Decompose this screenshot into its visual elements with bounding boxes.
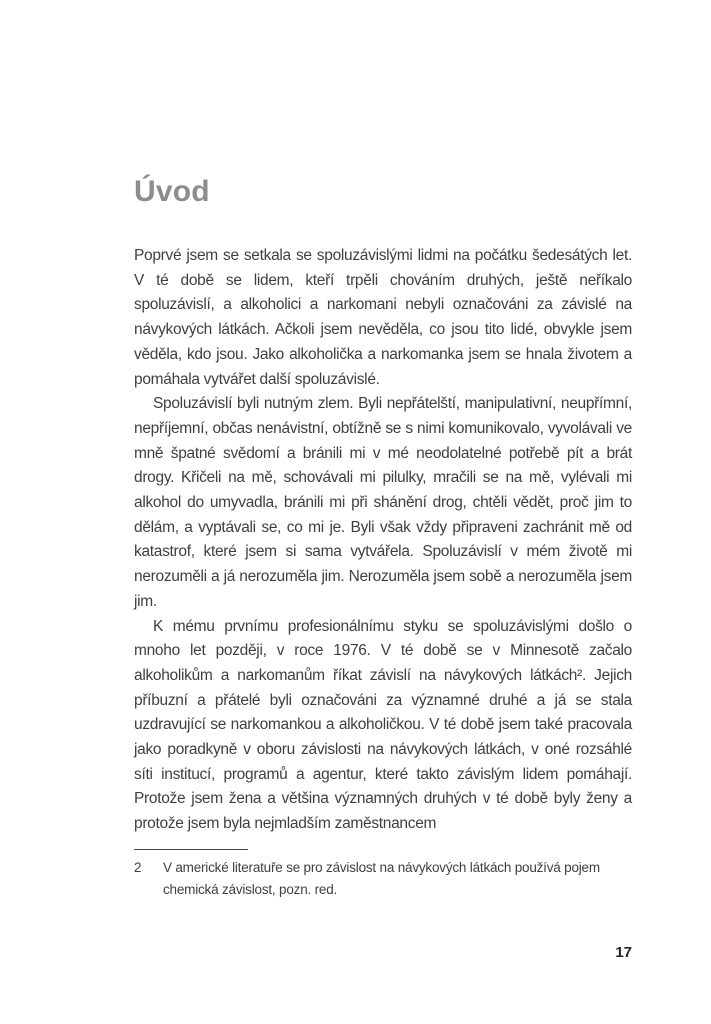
paragraph: Spoluzávislí byli nutným zlem. Byli nepřátelští, manipulativní, neupřímní, nepříjemní, občas nenávistní, obtížně se s nimi komunikovalo, vyvolávali ve mně špatné svědomí a bránili mi v mé neodolatelné potřebě pít a brát drogy. Křičeli na mě, schovávali mi pilulky, mračili se na mě, vylévali mi alkohol do umyvadla, bránili mi při shánění drog, chtěli vědět, proč jim to dělám, a vyptávali se, co mi je. Byli však vždy připraveni zachránit mě od katastrof, které jsem si sama vytvářela. Spoluzávislí v mém životě mi nerozuměli a já nerozuměla jim. Nerozuměla jsem sobě a nerozuměla jsem jim. (134, 395, 632, 610)
chapter-title: Úvod (134, 175, 210, 208)
footnote-rule (134, 849, 248, 850)
footnote-number: 2 (134, 860, 142, 875)
footnote-area (134, 849, 632, 900)
page-number: 17 (615, 944, 632, 961)
body-text (134, 244, 632, 837)
footnote-text: V americké literatuře se pro závislost na návykových látkách používá pojem chemická závislost, pozn. red. (163, 860, 600, 897)
footnote (134, 857, 632, 900)
paragraph: K mému prvnímu profesionálnímu styku se spoluzávislými došlo o mnoho let později, v roce 1976. V té době se v Minnesotě začalo alkoholikům a narkomanům říkat závislí na návykových látkách². Jejich příbuzní a přátelé byli označováni za významné druhé a já se stala uzdravující se narkomankou a alkoholičkou. V té době jsem také pracovala jako poradkyně v oboru závislosti na návykových látkách, v oné rozsáhlé síti institucí, programů a agentur, které takto závislým lidem pomáhají. Protože jsem žena a většina významných druhých v té době byly ženy a protože jsem byla nejmladším zaměstnancem (134, 617, 632, 833)
paragraph: Poprvé jsem se setkala se spoluzávislými lidmi na počátku šedesátých let. V té době se lidem, kteří trpěli chováním druhých, ještě neříkalo spoluzávislí, a alkoholici a narkomani nebyli označováni za závislé na návykových látkách. Ačkoli jsem nevěděla, co jsou tito lidé, obvykle jsem věděla, kdo jsou. Jako alkoholička a narkomanka jsem se hnala životem a pomáhala vytvářet další spoluzávislé. (134, 247, 632, 388)
